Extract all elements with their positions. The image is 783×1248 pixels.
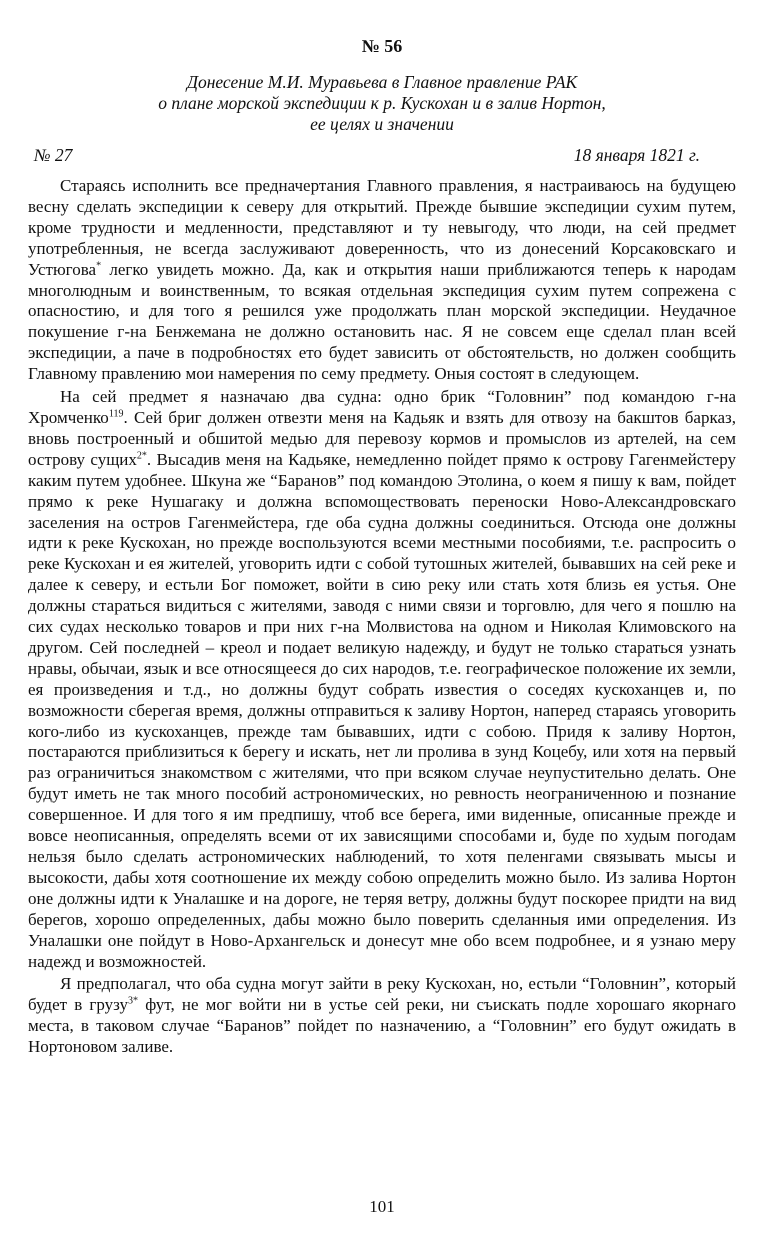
paragraph-text: Я предполагал, что оба судна могут зайти в реку Кускохан, но, естьли “Головнин”, который будет в грузу [28, 974, 736, 1015]
document-date: 18 января 1821 г. [573, 145, 700, 165]
report-number: № 27 [34, 145, 73, 165]
footnote-marker: * [96, 259, 102, 271]
paragraph-2 [28, 387, 736, 972]
document-title-line: ее целях и значении [310, 114, 454, 134]
footnote-marker: 3* [128, 995, 139, 1007]
document-title [28, 72, 736, 135]
paragraph-text: . Высадив меня на Кадьяке, немедленно пойдет прямо к острову Гагенмейстеру каким путем удобнее. Шкуна же “Баранов” под командою Этолина, о коем я пишу к вам, пойдет прямо к реке Нушагаку и должна вспомоществовать переноски Ново-Александровскаго заселения на остров Гагенмейстера, где оба судна должны соединиться. Отсюда оне должны идти к реке Кускохан, но прежде воспользуются всеми местными пособиями, т.е. распросить о реке Кускохан и ея жителей, уговорить идти с собой тутошных жителей, бывавших на сей реке и далее к северу, и естьли Бог поможет, войти в сию реку или стать хотя близь ея устья. Оне должны стараться видиться с жителями, заводя с ними связи и торговлю, для чего я пошлю на сих судах несколько товаров и при них г-на Молвистова на одном и Николая Климовского на другом. Сей последней – креол и подает великую надежду, и будут не только стараться узнать нравы, обычаи, язык и все относящееся до сих народов, т.е. географическое положение их земли, ея произведения и т.д., но должны будут собрать известия о соседях кускоханцев и, по возможности сберегая время, должны отправиться к заливу Нортон, наперед стараясь уговорить кого-либо из кускоханцев, прежде там бывавших, идти с собою. Придя к заливу Нортон, постараются приблизиться к берегу и искать, нет ли пролива в зунд Коцебу, или хотя на первый раз ограничиться знакомством с жителями, что при всяком случае неупустительно делать. Оне будут иметь не так много пособий астрономических, но ревность неограниченною и познание совершенное. И для того я им предпишу, чтоб все берега, ими виденные, описанные прежде и вовсе неописанныя, определять всеми от их зависящими способами и, буде по худым погодам нельзя было сделать астрономических наблюдений, то хотя пеленгами связывать мысы и высокости, дабы хотя соотношение их между собою определить можно было. Из залива Нортон оне должны идти к Уналашке и на дороге, не теряя ветру, должны будут поскорее придти на вид берегов, хорошо определенных, дабы можно было поверить сделанныя ими определения. Из Уналашки оне пойдут в Ново-Архангельск и донесут мне обо всем подробнее, и я узнаю меру надежд и возможностей. [28, 449, 736, 971]
paragraph-3 [28, 974, 736, 1058]
page-number: 101 [369, 1197, 395, 1216]
footnote-marker: 2* [136, 450, 147, 462]
document-title-line: о плане морской экспедиции к р. Кускохан и в залив Нортон, [158, 93, 606, 113]
document-title-line: Донесение М.И. Муравьева в Главное правление РАК [186, 72, 578, 92]
paragraph-text: Стараясь исполнить все предначертания Главного правления, я настраиваюсь на будущею весну сделать экспедиции к северу для открытий. Прежде бывшие экспедиции сухим путем, кроме трудности и медленности, представляют и ту невыгоду, что люди, на сей предмет употребленныя, не всегда заслуживают доверенность, что из донесений Корсаковскаго и Устюгова [28, 176, 736, 279]
paragraph-1 [28, 176, 736, 385]
document-number: № 56 [361, 36, 403, 56]
paragraph-text: . Сей бриг должен отвезти меня на Кадьяк и взять для отвозу на бакштов барказ, вновь построенный и обшитой медью для перевозу кормов и промыслов из артелей, на сем острову сущих [28, 407, 736, 469]
document-body [28, 176, 736, 1058]
paragraph-text: На сей предмет я назначаю два судна: одно брик “Головнин” под командою г-на Хромченко [28, 387, 736, 427]
footnote-marker: 119 [108, 408, 124, 420]
paragraph-text: легко увидеть можно. Да, как и открытия наши приближаются теперь к народам многолюдным и воинственным, то всякая отдельная экспедиция сухим путем сопрежена с опасностию, и для того я решился уже продолжать план морской экспедиции. Неудачное покушение г-на Бенжемана не должно остановить нас. Я не совсем еще сделал план всей экспедиции, а паче в подробностях ето будет зависить от обстоятельств, но должен сообщить Главному правлению мои намерения по сему предмету. Оныя состоят в следующем. [28, 259, 736, 384]
paragraph-text: фут, не мог войти ни в устье сей реки, ни съискать подле хорошаго якорнаго места, в таковом случае “Баранов” пойдет по назначению, а “Головнин” его будут ожидать в Нортоновом заливе. [28, 995, 736, 1057]
